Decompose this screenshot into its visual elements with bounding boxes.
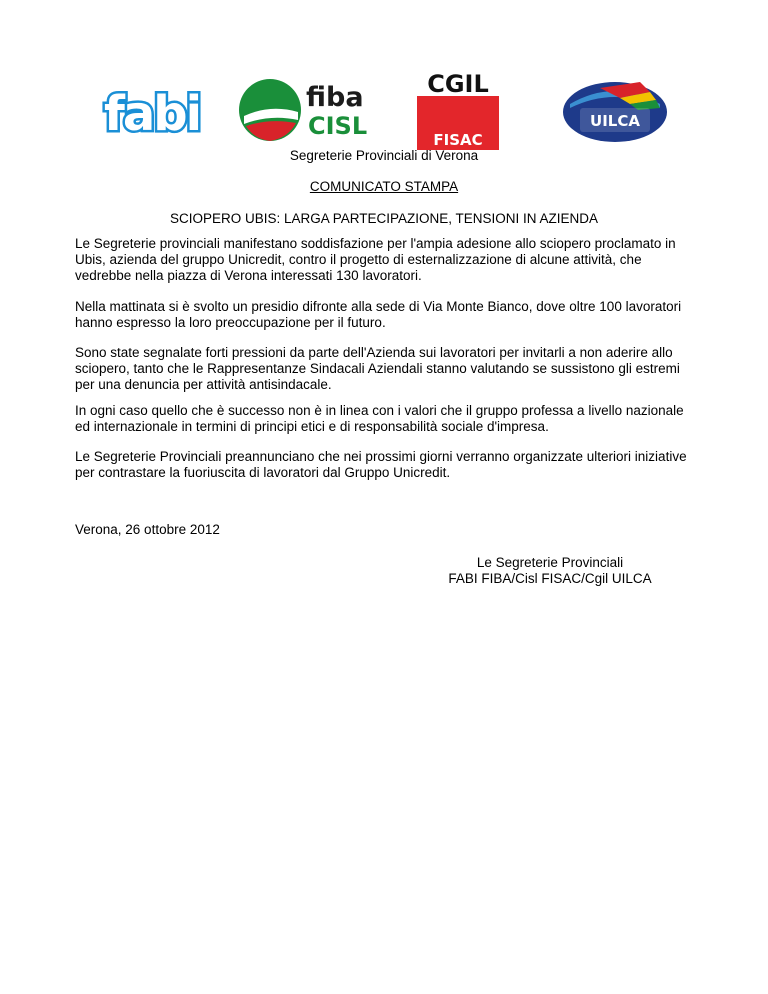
paragraph-5: Le Segreterie Provinciali preannunciano che nei prossimi giorni verranno organizzate ulteriori iniziative per contrastare la fuoriuscita di lavoratori dal Gruppo Unicredit. <box>75 449 687 480</box>
fiba-text: fiba <box>306 82 364 113</box>
fiba-stripe-red <box>246 121 296 141</box>
signature-line-1: Le Segreterie Provinciali <box>476 555 624 570</box>
press-release-label: COMUNICATO STAMPA <box>309 179 459 194</box>
fisac-text: FISAC <box>433 131 483 149</box>
headline: SCIOPERO UBIS: LARGA PARTECIPAZIONE, TENSIONI IN AZIENDA <box>169 211 599 226</box>
cgil-fisac-logo <box>417 70 499 150</box>
paragraph-4: In ogni caso quello che è successo non è in linea con i valori che il gruppo professa a livello nazionale ed internazionale in termini di principi etici e di responsabilità sociale d'impresa. <box>75 403 684 434</box>
signature-line-2: FABI FIBA/Cisl FISAC/Cgil UILCA <box>448 571 652 586</box>
uilca-logo <box>560 78 670 144</box>
fiba-cisl-logo <box>238 76 378 146</box>
paragraph-2: Nella mattinata si è svolto un presidio difronte alla sede di Via Monte Bianco, dove oltre 100 lavoratori hanno espresso la loro preoccupazione per il futuro. <box>75 299 682 330</box>
subtitle: Segreterie Provinciali di Verona <box>289 148 479 163</box>
date-line: Verona, 26 ottobre 2012 <box>75 522 220 537</box>
cgil-text: CGIL <box>427 70 489 98</box>
paragraph-3: Sono state segnalate forti pressioni da parte dell'Azienda sui lavoratori per invitarli a non aderire allo sciopero, tanto che le Rappresentanze Sindacali Aziendali stanno valutando se sussistono gli estremi per una denuncia per attività antisindacale. <box>75 345 680 392</box>
uilca-text: UILCA <box>590 112 640 130</box>
fabi-logo-text: fabi <box>103 86 201 142</box>
cisl-text: CISL <box>308 112 368 140</box>
label-wrap <box>0 179 768 194</box>
fabi-logo <box>100 80 205 142</box>
paragraph-1: Le Segreterie provinciali manifestano soddisfazione per l'ampia adesione allo sciopero proclamato in Ubis, azienda del gruppo Unicredit, contro il progetto di esternalizzazione di alcune attività, che vedrebbe nella piazza di Verona interessati 130 lavoratori. <box>75 236 676 283</box>
